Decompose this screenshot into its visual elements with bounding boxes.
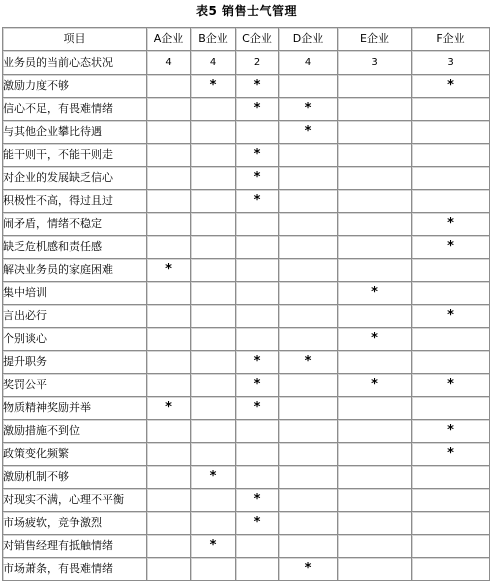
check-mark: * [447,377,454,392]
cell-f [412,98,490,121]
cell-b [191,558,236,581]
cell-f [412,167,490,190]
row-label: 个别谈心 [3,328,147,351]
row-label: 市场萧条，有畏难情绪 [3,558,147,581]
cell-a [147,98,191,121]
cell-d [279,374,338,397]
cell-d [279,305,338,328]
check-mark: * [253,515,261,530]
row-label: 积极性不高，得过且过 [3,190,147,213]
cell-f [412,374,490,397]
column-header-f: F企业 [412,28,490,51]
cell-c [236,328,279,351]
cell-b [191,397,236,420]
table-row [3,351,490,374]
table-row [3,98,490,121]
cell-e [338,144,412,167]
cell-f [412,259,490,282]
cell-e [338,535,412,558]
table-row [3,121,490,144]
cell-d [279,512,338,535]
table-row [3,144,490,167]
cell-c [236,51,279,75]
check-mark: * [447,446,454,461]
row-label: 激励力度不够 [3,75,147,98]
check-mark: * [304,561,312,576]
row-label: 业务员的当前心态状况 [3,51,147,75]
row-label: 与其他企业攀比待遇 [3,121,147,144]
cell-f [412,213,490,236]
cell-a [147,259,191,282]
cell-d [279,121,338,144]
cell-c [236,121,279,144]
cell-e [338,443,412,466]
morale-table [2,27,490,581]
cell-f [412,351,490,374]
cell-c [236,305,279,328]
cell-f [412,305,490,328]
cell-e [338,190,412,213]
cell-c [236,420,279,443]
cell-d [279,190,338,213]
cell-d [279,98,338,121]
cell-d [279,259,338,282]
column-header-e: E企业 [338,28,412,51]
row-label: 物质精神奖励并举 [3,397,147,420]
cell-c [236,213,279,236]
cell-d [279,466,338,489]
cell-b [191,282,236,305]
cell-e [338,512,412,535]
check-mark: * [165,400,172,415]
table-row [3,167,490,190]
row-label: 市场疲软，竞争激烈 [3,512,147,535]
row-label: 信心不足，有畏难情绪 [3,98,147,121]
row-label: 对销售经理有抵触情绪 [3,535,147,558]
cell-b [191,489,236,512]
cell-c [236,466,279,489]
cell-f [412,535,490,558]
cell-b [191,121,236,144]
check-mark: * [165,262,172,277]
table-row [3,259,490,282]
cell-a [147,535,191,558]
cell-e [338,374,412,397]
cell-value: 4 [165,57,172,68]
table-row [3,420,490,443]
cell-e [338,420,412,443]
cell-e [338,213,412,236]
table-row [3,535,490,558]
cell-b [191,259,236,282]
cell-c [236,259,279,282]
cell-b [191,144,236,167]
cell-e [338,489,412,512]
cell-d [279,489,338,512]
cell-a [147,512,191,535]
cell-value: 4 [304,57,312,68]
check-mark: * [209,78,217,93]
cell-c [236,236,279,259]
cell-c [236,98,279,121]
cell-e [338,282,412,305]
cell-e [338,259,412,282]
row-label: 能干则干，不能干则走 [3,144,147,167]
cell-c [236,397,279,420]
cell-e [338,236,412,259]
cell-f [412,443,490,466]
cell-f [412,489,490,512]
cell-value: 4 [209,57,217,68]
table-row [3,489,490,512]
row-label: 提升职务 [3,351,147,374]
check-mark: * [371,331,378,346]
check-mark: * [447,423,454,438]
cell-b [191,75,236,98]
cell-a [147,558,191,581]
table-row [3,443,490,466]
row-label: 对现实不满，心理不平衡 [3,489,147,512]
cell-f [412,397,490,420]
check-mark: * [447,239,454,254]
row-label: 奖罚公平 [3,374,147,397]
check-mark: * [253,170,261,185]
cell-f [412,121,490,144]
cell-d [279,558,338,581]
cell-f [412,420,490,443]
header-row [3,28,490,51]
cell-a [147,213,191,236]
check-mark: * [304,101,312,116]
cell-e [338,351,412,374]
table-row [3,558,490,581]
cell-value: 3 [447,57,454,68]
cell-c [236,535,279,558]
table-row [3,75,490,98]
cell-f [412,512,490,535]
cell-b [191,51,236,75]
table-title: 表5 销售士气管理 [195,4,298,18]
check-mark: * [209,469,217,484]
column-header-b: B企业 [191,28,236,51]
cell-d [279,397,338,420]
cell-c [236,190,279,213]
table-row [3,236,490,259]
cell-d [279,51,338,75]
cell-d [279,420,338,443]
cell-value: 2 [253,57,261,68]
cell-f [412,236,490,259]
cell-b [191,420,236,443]
cell-e [338,466,412,489]
row-label: 激励措施不到位 [3,420,147,443]
cell-c [236,558,279,581]
cell-a [147,236,191,259]
row-label: 缺乏危机感和责任感 [3,236,147,259]
cell-f [412,282,490,305]
cell-b [191,466,236,489]
cell-d [279,535,338,558]
check-mark: * [304,124,312,139]
cell-d [279,75,338,98]
cell-b [191,512,236,535]
row-label: 政策变化频繁 [3,443,147,466]
cell-f [412,144,490,167]
column-header-c: C企业 [236,28,279,51]
cell-b [191,167,236,190]
row-label: 激励机制不够 [3,466,147,489]
column-header-a: A企业 [147,28,191,51]
row-label: 对企业的发展缺乏信心 [3,167,147,190]
cell-a [147,374,191,397]
cell-e [338,98,412,121]
cell-a [147,167,191,190]
table-row [3,282,490,305]
cell-c [236,144,279,167]
cell-value: 3 [371,57,378,68]
cell-a [147,351,191,374]
cell-c [236,489,279,512]
cell-e [338,558,412,581]
cell-e [338,51,412,75]
cell-f [412,558,490,581]
cell-d [279,236,338,259]
cell-b [191,305,236,328]
cell-d [279,167,338,190]
cell-b [191,374,236,397]
cell-d [279,282,338,305]
cell-b [191,535,236,558]
cell-a [147,75,191,98]
check-mark: * [253,147,261,162]
cell-e [338,121,412,144]
cell-e [338,305,412,328]
cell-c [236,351,279,374]
cell-a [147,282,191,305]
cell-a [147,121,191,144]
table-row [3,466,490,489]
check-mark: * [371,285,378,300]
check-mark: * [371,377,378,392]
cell-c [236,167,279,190]
table-row [3,51,490,75]
check-mark: * [209,538,217,553]
cell-f [412,328,490,351]
cell-b [191,236,236,259]
cell-a [147,397,191,420]
cell-e [338,328,412,351]
cell-c [236,282,279,305]
cell-e [338,397,412,420]
cell-b [191,443,236,466]
cell-a [147,144,191,167]
check-mark: * [253,101,261,116]
cell-a [147,443,191,466]
cell-b [191,190,236,213]
cell-a [147,466,191,489]
column-header-d: D企业 [279,28,338,51]
cell-e [338,75,412,98]
cell-a [147,51,191,75]
check-mark: * [447,216,454,231]
cell-a [147,328,191,351]
cell-c [236,374,279,397]
cell-d [279,351,338,374]
cell-f [412,51,490,75]
cell-b [191,328,236,351]
row-label: 解决业务员的家庭困难 [3,259,147,282]
table-row [3,328,490,351]
cell-f [412,75,490,98]
cell-c [236,512,279,535]
cell-b [191,351,236,374]
cell-c [236,75,279,98]
cell-a [147,489,191,512]
cell-d [279,144,338,167]
row-label: 闹矛盾，情绪不稳定 [3,213,147,236]
cell-a [147,305,191,328]
cell-d [279,213,338,236]
table-row [3,512,490,535]
cell-d [279,328,338,351]
cell-b [191,213,236,236]
table-row [3,374,490,397]
check-mark: * [447,78,454,93]
check-mark: * [253,400,261,415]
cell-b [191,98,236,121]
cell-f [412,190,490,213]
table-row [3,397,490,420]
cell-a [147,420,191,443]
cell-f [412,466,490,489]
row-label: 集中培训 [3,282,147,305]
table-row [3,213,490,236]
cell-d [279,443,338,466]
table-row [3,305,490,328]
check-mark: * [253,492,261,507]
check-mark: * [253,377,261,392]
check-mark: * [253,78,261,93]
cell-a [147,190,191,213]
table-body [3,51,490,581]
row-label: 言出必行 [3,305,147,328]
check-mark: * [253,193,261,208]
check-mark: * [447,308,454,323]
cell-e [338,167,412,190]
table-row [3,190,490,213]
column-header-item: 项目 [3,28,147,51]
check-mark: * [304,354,312,369]
cell-c [236,443,279,466]
check-mark: * [253,354,261,369]
